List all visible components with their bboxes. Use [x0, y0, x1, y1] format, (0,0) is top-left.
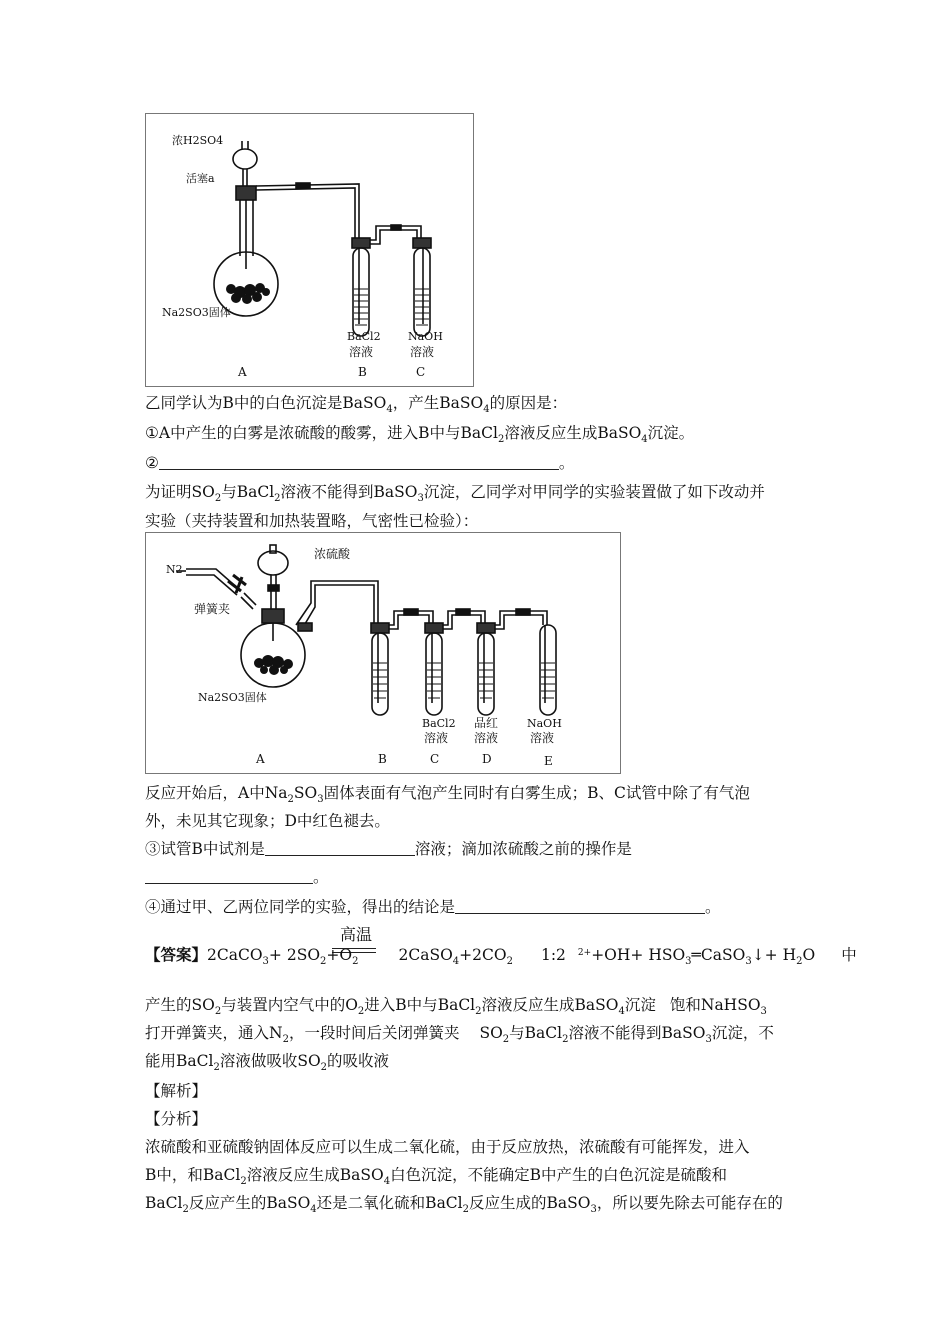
text-line-4: 为证明$SO_2$与BaCl$_2$溶液不能得到BaSO$_3$沉淀，乙同学对甲同学的实验装置做了如下改动并	[145, 483, 765, 504]
text-line-2: ①A中产生的白雾是浓硫酸的酸雾，进入B中与BaCl$_2$溶液反应生成BaSO$_4$沉淀。	[145, 424, 695, 445]
text-line-5: 实验（夹持装置和加热装置略，气密性已检验）：	[145, 512, 479, 530]
label-solid-2: Na2SO3固体	[198, 691, 267, 704]
answer-line-3: 打开弹簧夹，通入$N_2$，一段时间后关闭弹簧夹 $SO_2$与BaCl$_2$溶液不能得到BaSO$_3$沉淀，不	[145, 1024, 774, 1045]
label-d-2: D	[482, 752, 492, 766]
label-c-2: C	[430, 752, 440, 766]
answer-blank-3a[interactable]	[265, 839, 415, 856]
analysis-line-2: B中，和BaCl$_2$溶液反应生成BaSO$_4$白色沉淀，不能确定B中产生的白色沉淀是硫酸和	[145, 1166, 727, 1187]
apparatus-diagram-1	[146, 114, 473, 386]
label-tube-c-reagent: NaOH	[408, 330, 443, 343]
label-tube-b-reagent: BaCl2	[347, 330, 381, 343]
apparatus-diagram-2	[146, 533, 620, 773]
analysis-line-3: BaCl$_2$反应产生的BaSO$_4$还是二氧化硫和BaCl$_2$反应生成的BaSO$_3$，所以要先除去可能存在的	[145, 1194, 783, 1215]
label-a: A	[238, 365, 247, 379]
label-clamp: 弹簧夹	[194, 602, 231, 616]
label-c: C	[416, 365, 426, 379]
apparatus-figure-2	[145, 532, 621, 774]
text-line-8: ③试管B中试剂是 溶液；滴加浓硫酸之前的操作是	[145, 840, 632, 858]
label-b-2: B	[378, 752, 387, 766]
label-solid: Na2SO3固体	[162, 306, 231, 319]
section-jiexi: 【解析】	[145, 1082, 208, 1100]
label-b: B	[358, 365, 367, 379]
label-tube-c-reagent-2: BaCl2	[422, 717, 456, 730]
text-line-9: 。	[145, 866, 329, 888]
label-tube-d-reagent: 品红	[474, 716, 499, 730]
text-line-3: ② 。	[145, 454, 575, 472]
label-tube-e-reagent: NaOH	[527, 717, 562, 730]
label-tube-c-solution-2: 溶液	[424, 731, 449, 745]
text-line-10: ④通过甲、乙两位同学的实验，得出的结论是 。	[145, 898, 721, 916]
analysis-line-1: 浓硫酸和亚硫酸钠固体反应可以生成二氧化硫，由于反应放热，浓硫酸有可能挥发，进入	[145, 1138, 750, 1156]
label-tube-d-solution: 溶液	[474, 731, 499, 745]
label-e-2: E	[544, 754, 553, 768]
section-fenxi: 【分析】	[145, 1110, 208, 1128]
answer-blank-3b[interactable]	[145, 867, 313, 884]
label-tube-c-solution: 溶液	[410, 345, 435, 359]
label-a-2: A	[256, 752, 265, 766]
answer-line-1: 【答案】2CaCO$_3$+ $2SO_2+O_2$ $2CaSO_4+2CO_2$ 1:2 $^{2+}+OH+ HSO_3═CaSO_3↓+ H_2O$ 中	[145, 945, 857, 967]
text-line-7: 外，未见其它现象；D中红色褪去。	[145, 812, 390, 830]
apparatus-figure-1	[145, 113, 474, 387]
answer-line-4: 能用BaCl$_2$溶液做吸收$SO_2$的吸收液	[145, 1052, 390, 1073]
text-line-1: 乙同学认为B中的白色沉淀是BaSO$_4$，产生BaSO$_4$的原因是：	[145, 394, 568, 415]
label-stopcock: 活塞a	[186, 172, 215, 185]
label-tube-b-solution: 溶液	[349, 345, 374, 359]
condition-high-temp: 高温	[340, 925, 373, 944]
label-acid-2: 浓硫酸	[314, 547, 351, 561]
label-tube-e-solution: 溶液	[530, 731, 555, 745]
label-n2: N2	[166, 563, 183, 576]
text-line-6: 反应开始后，A中$Na_2SO_3$固体表面有气泡产生同时有白雾生成；B、C试管中除了有气泡	[145, 784, 750, 805]
label-acid: 浓H2SO4	[172, 134, 224, 147]
answer-blank-2[interactable]	[159, 453, 559, 470]
answer-line-2: 产生的$SO_2$与装置内空气中的$O_2$进入B中与BaCl$_2$溶液反应生成BaSO$_4$沉淀 饱和NaHSO$_3$	[145, 996, 767, 1017]
answer-blank-4[interactable]	[455, 897, 705, 914]
